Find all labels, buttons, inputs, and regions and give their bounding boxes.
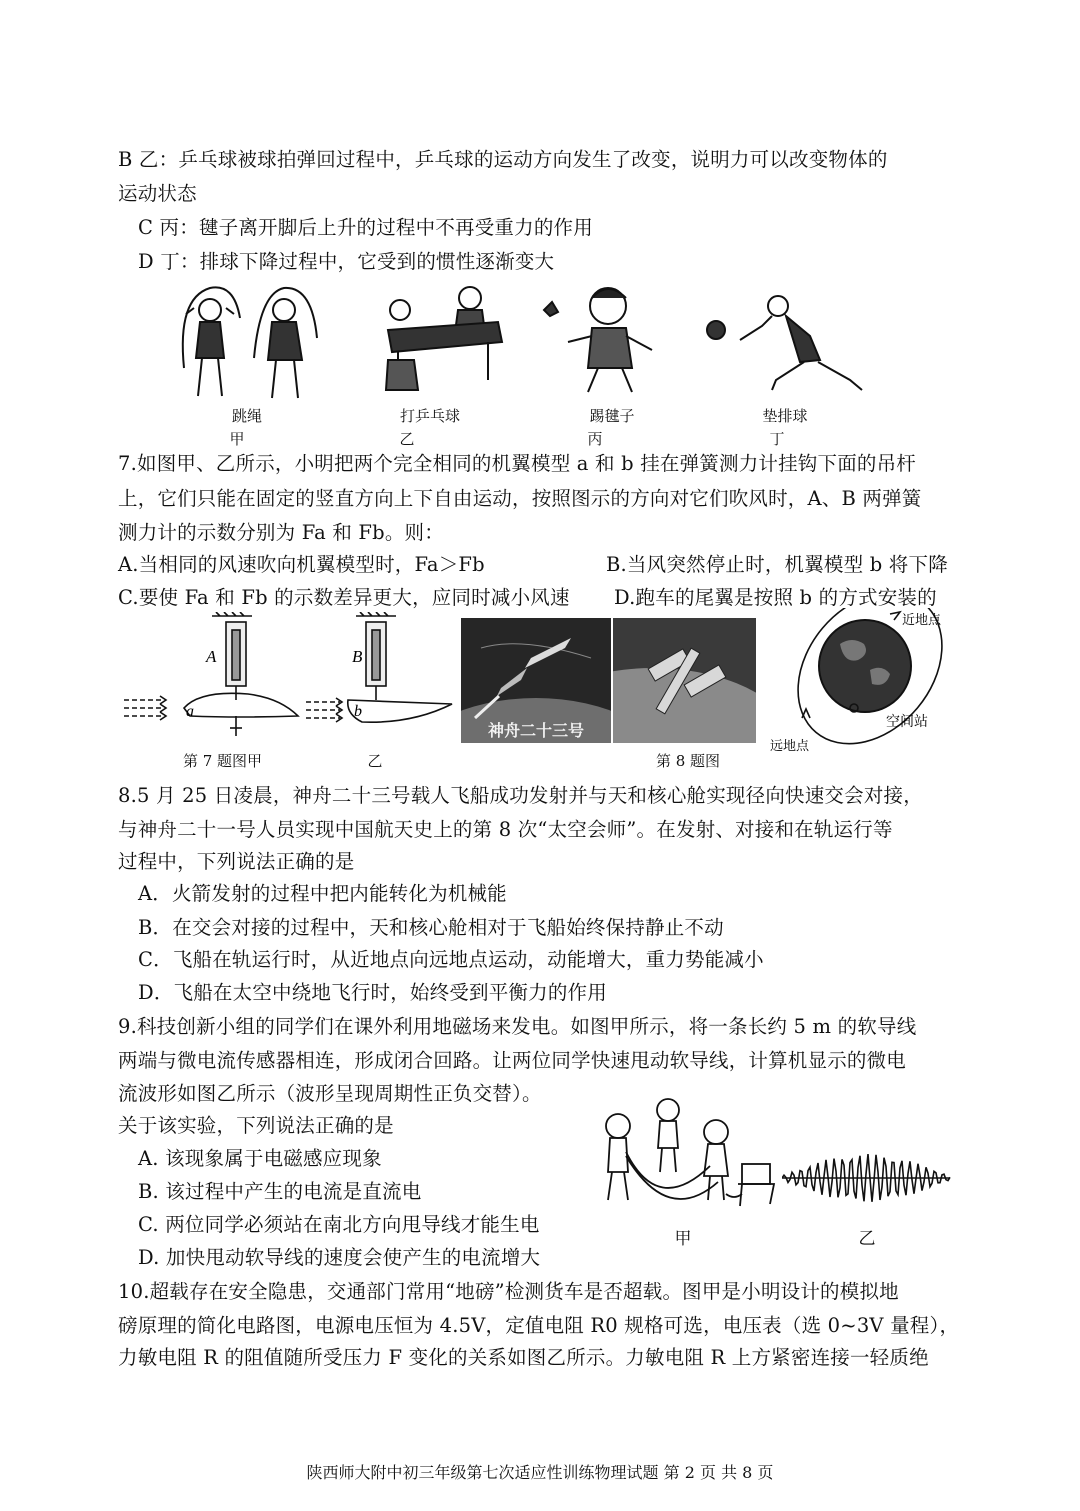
q9-stem-4: 关于该实验，下列说法正确的是 (118, 1114, 394, 1137)
volleyball-figure (700, 280, 870, 395)
orbit-perigee-label: 近地点 (902, 613, 942, 628)
q9-stem-2: 两端与微电流传感器相连，形成闭合回路。让两位同学快速甩动软导线，计算机显示的微电 (118, 1049, 907, 1072)
q7-stem-2: 上，它们只能在固定的竖直方向上下自由运动，按照图示的方向对它们吹风时，A、B 两弹簧 (118, 487, 922, 510)
q6-option-c: C 丙：毽子离开脚后上升的过程中不再受重力的作用 (138, 216, 593, 239)
q6-fig-label-2: 打乒乓球 (399, 407, 460, 425)
wire-swinging-figure (598, 1096, 780, 1224)
q7-option-b: B.当风突然停止时，机翼模型 b 将下降 (606, 553, 948, 576)
wing-model-b-figure (302, 612, 457, 742)
q9-option-b: B. 该过程中产生的电流是直流电 (138, 1180, 422, 1203)
space-station-photo (613, 618, 756, 743)
q6-fig-label-3: 踢毽子 (589, 407, 635, 425)
q6-fig-tag-3: 丙 (587, 430, 603, 448)
rocket-photo-caption: 神舟二十三号 (487, 721, 585, 740)
q9-option-a: A. 该现象属于电磁感应现象 (138, 1147, 382, 1170)
wing-model-a-figure (120, 612, 305, 742)
q6-option-b-line2: 运动状态 (118, 182, 197, 205)
orbit-apogee-label: 远地点 (770, 739, 810, 754)
q8-stem-2: 与神舟二十一号人员实现中国航天史上的第 8 次“太空会师”。在发射、对接和在轨运行等 (118, 818, 893, 841)
q9-option-d: D. 加快甩动软导线的速度会使产生的电流增大 (138, 1246, 541, 1269)
q9-fig-tag-b: 乙 (858, 1229, 876, 1249)
wing-b-label: b (354, 703, 362, 720)
q6-fig-label-1: 跳绳 (231, 407, 262, 425)
q8-option-d: D．飞船在太空中绕地飞行时，始终受到平衡力的作用 (138, 981, 607, 1004)
q7-option-d: D.跑车的尾翼是按照 b 的方式安装的 (614, 586, 937, 609)
q6-option-b-line1: B 乙：乒乓球被球拍弹回过程中，乒乓球的运动方向发生了改变，说明力可以改变物体的 (118, 148, 888, 171)
q7-stem-1: 7.如图甲、乙所示，小明把两个完全相同的机翼模型 a 和 b 挂在弹簧测力计挂钩下面的吊杆 (118, 452, 917, 475)
ping-pong-figure (378, 280, 508, 400)
q9-fig-tag-a: 甲 (674, 1229, 692, 1249)
q6-fig-tag-1: 甲 (229, 430, 245, 448)
current-waveform-figure (782, 1150, 952, 1206)
orbit-station-label: 空间站 (886, 714, 928, 730)
q9-option-c: C. 两位同学必须站在南北方向甩导线才能生电 (138, 1213, 540, 1236)
q8-option-c: C．飞船在轨运行时，从近地点向远地点运动，动能增大，重力势能减小 (138, 948, 764, 971)
q7-stem-3: 测力计的示数分别为 Fa 和 Fb。则： (118, 521, 444, 544)
q10-stem-3: 力敏电阻 R 的阻值随所受压力 F 变化的关系如图乙所示。力敏电阻 R 上方紧密连接一轻质绝 (118, 1346, 929, 1369)
rocket-launch-photo (461, 618, 611, 743)
q7-figure-caption-a: 第 7 题图甲 (182, 752, 263, 770)
q8-option-b: B．在交会对接的过程中，天和核心舱相对于飞船始终保持静止不动 (138, 916, 724, 939)
q9-stem-1: 9.科技创新小组的同学们在课外利用地磁场来发电。如图甲所示，将一条长约 5 m 的软导线 (118, 1015, 917, 1038)
q8-stem-3: 过程中，下列说法正确的是 (118, 850, 355, 873)
q10-stem-2: 磅原理的简化电路图，电源电压恒为 4.5V，定值电阻 R0 规格可选，电压表（选 0~3V 量程）， (118, 1314, 960, 1337)
q6-fig-tag-4: 丁 (769, 430, 785, 448)
q7-option-c: C.要使 Fa 和 Fb 的示数差异更大，应同时减小风速 (118, 586, 570, 609)
q8-option-a: A．火箭发射的过程中把内能转化为机械能 (138, 882, 507, 905)
shuttlecock-kick-figure (540, 280, 670, 400)
spring-scale-a-label: A (206, 647, 217, 666)
q8-stem-1: 8.5 月 25 日凌晨，神舟二十三号载人飞船成功发射并与天和核心舱实现径向快速交会对接， (118, 784, 923, 807)
spring-scale-b-label: B (352, 647, 363, 666)
q10-stem-1: 10.超载存在安全隐患，交通部门常用“地磅”检测货车是否超载。图甲是小明设计的模拟地 (118, 1280, 899, 1303)
wing-a-label: a (186, 703, 194, 720)
q7-option-a: A.当相同的风速吹向机翼模型时，Fa＞Fb (118, 553, 485, 576)
q6-fig-label-4: 垫排球 (762, 407, 808, 425)
orbit-diagram (770, 608, 960, 758)
q8-figure-caption: 第 8 题图 (655, 752, 721, 770)
q7-figure-caption-b: 乙 (367, 752, 383, 770)
q6-option-d: D 丁：排球下降过程中，它受到的惯性逐渐变大 (138, 250, 555, 273)
q6-fig-tag-2: 乙 (399, 430, 415, 448)
q9-stem-3: 流波形如图乙所示（波形呈现周期性正负交替）。 (118, 1082, 542, 1105)
page-footer: 陕西师大附中初三年级第七次适应性训练物理试题 第 2 页 共 8 页 (306, 1463, 774, 1482)
jump-rope-figure (172, 278, 322, 403)
